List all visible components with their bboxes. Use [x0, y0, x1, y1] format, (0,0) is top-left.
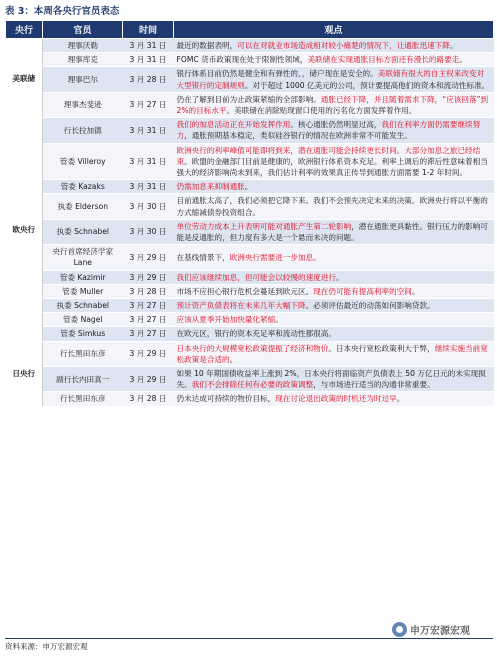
date-cell: 3 月 29 日	[123, 245, 174, 270]
date-cell: 3 月 27 日	[123, 299, 174, 313]
view-text: 。	[411, 286, 420, 296]
official-cell: 行长黑田东彦	[43, 392, 123, 406]
view-text: 。必须评估最近的动荡如何影响贷款。	[305, 301, 435, 311]
table-row	[6, 180, 494, 194]
view-text: 。	[313, 252, 321, 262]
header-view: 观点	[174, 21, 494, 39]
official-cell: 行长拉加德	[43, 118, 123, 143]
highlighted-text: 预计资产负债表将在未来几年大幅下降	[176, 301, 306, 311]
view-text: 。	[335, 272, 344, 282]
highlighted-text: 应该从夏季开始加快量化紧缩	[176, 315, 276, 325]
view-text: 。美联储在消除贴现窗口使用的污名化方面发挥着作用。	[226, 106, 417, 116]
official-cell: 央行首席经济学家 Lane	[43, 245, 123, 270]
highlighted-text: 日本央行的大规模宽松政策提振了经济和物价	[176, 343, 329, 353]
table-row	[6, 39, 494, 53]
date-cell: 3 月 27 日	[123, 313, 174, 327]
bank-cell: 日央行	[6, 341, 43, 406]
view-text: 。欧盟的金融部门目前是健康的，欧洲银行体系资本充足。利率上调后的滞后性意味着相当强大的经济影响尚未到来，我们估计利率的效果真正传导到通胀方面需要 1-2 年时间。	[176, 156, 488, 178]
highlighted-text: 欧洲央行需要进一步加息	[229, 252, 314, 262]
official-cell: 行长黑田东彦	[43, 341, 123, 366]
view-text: 。	[459, 55, 467, 65]
table-row	[6, 143, 494, 180]
official-cell: 管委 Kazaks	[43, 180, 123, 194]
central-bank-table	[5, 20, 494, 407]
wechat-logo-icon	[392, 622, 407, 637]
highlighted-text: 仍需加息来抑制通胀	[176, 182, 245, 192]
view-cell	[174, 270, 494, 284]
view-text: ，潜在通胀更具黏性。银行压力的影响可能是反通胀的，但力度有多大是一个悬而未决的问题。	[176, 221, 488, 243]
view-cell	[174, 118, 494, 143]
view-cell	[174, 67, 494, 92]
official-cell: 理事库克	[43, 53, 123, 67]
view-text: 。核心通胀仍然明显过高，	[290, 120, 382, 130]
header-date: 时间	[123, 21, 174, 39]
date-cell: 3 月 30 日	[123, 194, 174, 219]
view-text: 。	[275, 315, 283, 325]
footer-divider	[5, 638, 493, 639]
view-text: FOMC 货币政策现在处于限制性领域，	[176, 55, 308, 65]
official-cell: 管委 Villeroy	[43, 143, 123, 180]
view-cell	[174, 39, 494, 53]
bank-cell: 美联储	[6, 39, 43, 118]
highlighted-text: 美联储有很大的自主权来改变对大型银行的定制规则	[176, 69, 485, 90]
highlighted-text: 我们的加息活动正在开始发挥作用	[176, 120, 291, 130]
table-row	[6, 67, 494, 92]
date-cell: 3 月 31 日	[123, 180, 174, 194]
official-cell: 理事沃勒	[43, 39, 123, 53]
table-row	[6, 284, 494, 298]
view-text: 仍未达成可持续的物价目标，	[176, 394, 276, 404]
view-text: 。对于超过 1000 亿美元的公司，预计要提高他们的资本和流动性标准。	[244, 80, 490, 90]
date-cell: 3 月 28 日	[123, 284, 174, 298]
header-official: 官员	[43, 21, 123, 39]
highlighted-text: 单位劳动力成本上升表明可能对通胀产生第二轮影响	[176, 221, 352, 231]
official-cell: 管委 Simkus	[43, 327, 123, 341]
highlighted-text: 可以在对就业市场造成相对较小痛楚的情况下，让通胀迅速下降	[237, 41, 450, 50]
table-title: 表 3：本周各央行官员表态	[5, 6, 120, 17]
highlighted-text: 我们应该继续加息，但可能会以较慢的速度进行	[176, 272, 336, 282]
view-cell	[174, 194, 494, 219]
view-cell	[174, 143, 494, 180]
highlighted-text: 通胀已经下降，并且随着需求下降，“应该回落”到 2%的目标水平	[176, 94, 489, 116]
date-cell: 3 月 30 日	[123, 219, 174, 244]
view-text: 。	[449, 41, 458, 50]
table-body	[6, 39, 494, 407]
view-text: 在基线情景下，	[176, 252, 230, 262]
table-row	[6, 245, 494, 270]
table-row	[6, 313, 494, 327]
view-text: 。日本央行宽松政策利大于弊，	[328, 343, 435, 353]
date-cell: 3 月 31 日	[123, 39, 174, 53]
official-cell: 管委 Nagel	[43, 313, 123, 327]
watermark	[392, 622, 470, 637]
official-cell: 执委 Schnabel	[43, 299, 123, 313]
watermark-text: 申万宏源宏观	[410, 626, 470, 637]
highlighted-text: 欧洲央行的利率峰值可能即将到来，潜在通胀可能会持续更长时间。	[176, 145, 405, 155]
table-row	[6, 92, 494, 117]
highlighted-text: 现在讨论退出政策的时机还为时过早	[275, 394, 397, 404]
date-cell: 3 月 29 日	[123, 270, 174, 284]
date-cell: 3 月 28 日	[123, 392, 174, 406]
date-cell: 3 月 31 日	[123, 143, 174, 180]
bank-cell: 欧央行	[6, 118, 43, 341]
highlighted-text: 我们在利率方面仍需要继续努力	[176, 120, 481, 141]
table-row	[6, 341, 494, 366]
table-row	[6, 392, 494, 406]
official-cell: 管委 Kazimir	[43, 270, 123, 284]
view-cell	[174, 299, 494, 313]
highlighted-text: 我们不会排除任何有必要的政策调整	[191, 380, 314, 390]
view-text: 银行体系目前仍然是健全和有弹性的，，储户现在是安全的。	[176, 69, 378, 79]
view-text: 最近的数据表明，	[176, 41, 238, 50]
view-cell	[174, 92, 494, 117]
table-row	[6, 299, 494, 313]
view-cell	[174, 180, 494, 194]
official-cell: 管委 Muller	[43, 284, 123, 298]
view-text: 如果 10 年期国债收益率上涨到 2%，日本央行将面临资产负债表上 50 万亿日元的未实现损失。	[176, 369, 486, 390]
highlighted-text: 美联储在实现通胀目标方面还有漫长的路要走	[307, 55, 460, 65]
table-header-row	[6, 21, 494, 39]
view-text: ，与市场进行适当的沟通非常重要。	[313, 380, 435, 390]
date-cell: 3 月 31 日	[123, 53, 174, 67]
highlighted-text: 现在仍可能有提高利率的空间	[313, 286, 412, 296]
official-cell: 副行长内田真一	[43, 367, 123, 392]
date-cell: 3 月 27 日	[123, 327, 174, 341]
table-row	[6, 327, 494, 341]
table-row	[6, 53, 494, 67]
view-text: 仍在了解到目前为止政策紧缩的全部影响。	[176, 94, 321, 104]
table-row	[6, 219, 494, 244]
view-text: 。	[244, 182, 253, 192]
date-cell: 3 月 29 日	[123, 367, 174, 392]
table-row	[6, 367, 494, 392]
highlighted-text: 继续实施当前宽松政策是合适的	[176, 343, 488, 364]
official-cell: 理事杰斐逊	[43, 92, 123, 117]
table-row	[6, 270, 494, 284]
table-row	[6, 194, 494, 219]
view-text: ，通胀预期基本稳定，类似硅谷银行的情况在欧洲非常不可能发生。	[184, 131, 412, 141]
table-row	[6, 118, 494, 143]
highlighted-text: 大部分加息之旅已经结束	[176, 145, 481, 166]
view-text: 。	[229, 354, 238, 364]
official-cell: 执委 Schnabel	[43, 219, 123, 244]
date-cell: 3 月 31 日	[123, 118, 174, 143]
date-cell: 3 月 27 日	[123, 92, 174, 117]
view-cell	[174, 313, 494, 327]
view-cell	[174, 245, 494, 270]
view-cell	[174, 327, 494, 341]
view-text: 。	[396, 394, 405, 404]
date-cell: 3 月 29 日	[123, 341, 174, 366]
source-note: 资料来源：申万宏源宏观	[5, 642, 88, 651]
view-cell	[174, 53, 494, 67]
view-text: 目前通胀太高了，我们必须把它降下来。我们不会预先决定未来的决策。欧洲央行将以平衡的方式缩减债券投资组合。	[176, 196, 488, 217]
date-cell: 3 月 28 日	[123, 67, 174, 92]
official-cell: 理事巴尔	[43, 67, 123, 92]
view-cell	[174, 219, 494, 244]
header-bank: 央行	[6, 21, 43, 39]
view-cell	[174, 284, 494, 298]
view-cell	[174, 341, 494, 366]
view-text: 市场不应担心银行危机会蔓延到欧元区。	[176, 286, 314, 296]
view-text: 在欧元区，银行的资本充足率和流动性都很高。	[176, 329, 336, 339]
view-cell	[174, 392, 494, 406]
view-cell	[174, 367, 494, 392]
official-cell: 执委 Elderson	[43, 194, 123, 219]
